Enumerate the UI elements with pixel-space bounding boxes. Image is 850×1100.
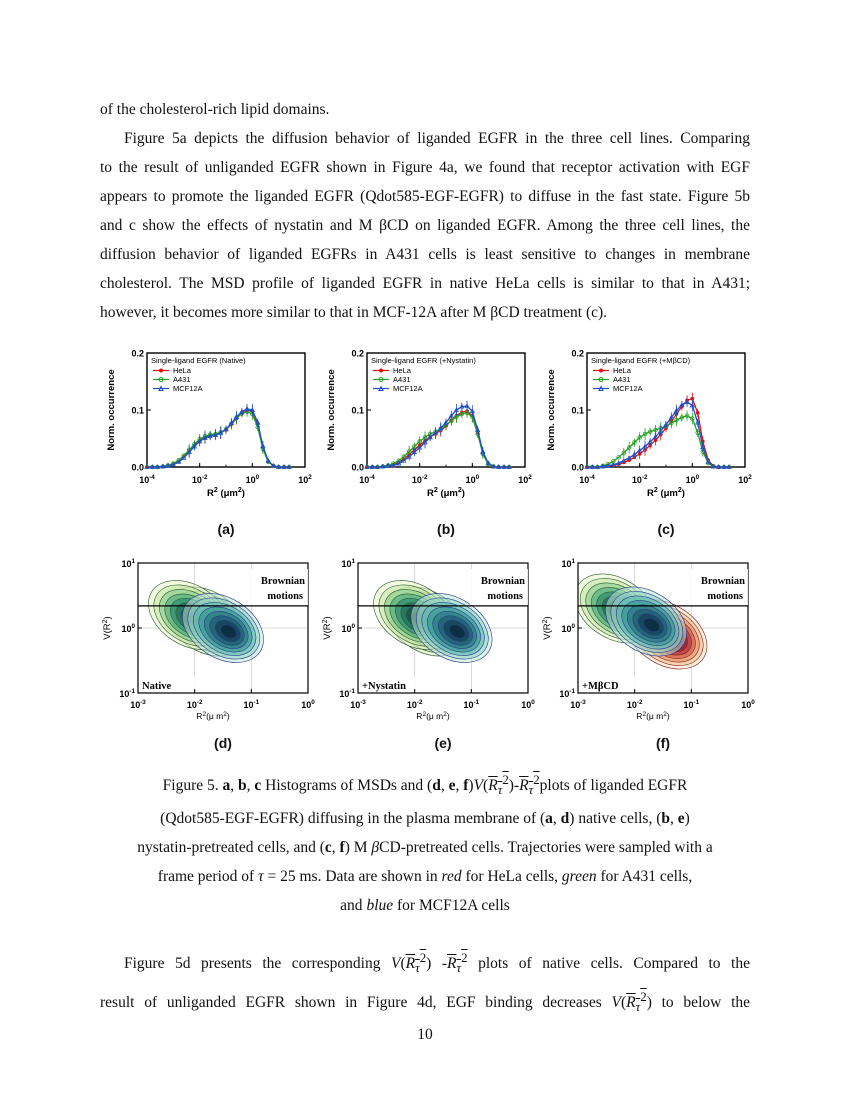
legend-marker	[599, 369, 603, 373]
tick-exp: -1	[693, 698, 700, 706]
caption-text: frame period of	[157, 868, 259, 886]
x-axis-label	[647, 487, 685, 499]
tick-exp: 0	[311, 698, 315, 706]
axis-label-part: 2	[542, 619, 549, 624]
math-sq: 2	[640, 989, 647, 1005]
x-tick-label	[570, 699, 586, 710]
x-tick-label	[359, 474, 375, 485]
contour-panel-f	[540, 555, 755, 755]
text-line: of the cholesterol-rich lipid domains.	[100, 101, 330, 118]
tick-exp: 1	[351, 557, 355, 565]
math-r: R	[488, 777, 498, 795]
tick-exp: -3	[140, 698, 146, 706]
caption-ref: f	[463, 777, 469, 795]
text-line: to the result of unliganded EGFR shown in Figure 4a, we found that receptor activation with EGF	[100, 159, 750, 176]
text-line: however, it becomes more similar to that in MCF-12A after M βCD treatment (c).	[100, 304, 608, 321]
panel-label: (c)	[657, 521, 675, 537]
text-span: -	[431, 955, 448, 973]
tick-exp: -4	[369, 473, 375, 481]
caption-text: for HeLa cells,	[461, 868, 562, 886]
math-paren: (	[483, 777, 489, 795]
tick-exp: 0	[255, 473, 260, 481]
plot-frame	[147, 353, 305, 467]
tick-base: 10	[130, 700, 141, 710]
axis-label-part: )	[241, 488, 245, 499]
y-tick-label	[119, 688, 135, 699]
tick-exp: -1	[253, 698, 260, 706]
y-axis-label	[542, 616, 553, 639]
legend-title: Single-ligand EGFR (+MβCD)	[591, 356, 691, 365]
histogram-panel-a	[100, 345, 315, 545]
legend-title: Single-ligand EGFR (+Nystatin)	[371, 356, 476, 365]
axis-label-part: 2	[642, 711, 647, 718]
brownian-label: Brownian	[480, 576, 525, 587]
x-axis-label	[207, 487, 245, 499]
tick-exp: -2	[421, 473, 428, 481]
axis-label-part: )	[542, 616, 553, 620]
legend-marker	[379, 369, 383, 373]
x-tick-label	[301, 699, 315, 710]
tick-base: 10	[631, 475, 642, 485]
caption-color-red: red	[441, 868, 462, 886]
tick-exp: -3	[360, 698, 366, 706]
contour-chart	[320, 555, 535, 730]
x-tick-label	[741, 699, 755, 710]
x-tick-label	[407, 699, 423, 710]
axis-label-part: (μm	[437, 488, 458, 499]
y-tick-label	[341, 623, 355, 634]
axis-label-part: R	[207, 488, 214, 499]
x-tick-label	[632, 474, 648, 485]
tick-exp: -1	[473, 698, 480, 706]
math-sq: 2	[461, 950, 468, 965]
caption-line-1	[100, 765, 750, 804]
caption-text: nystatin-pretreated cells, and (	[137, 839, 325, 857]
math-paren: )-	[508, 777, 520, 795]
legend-label: A431	[393, 375, 411, 384]
panel-label: (d)	[214, 735, 232, 751]
caption-sep: ,	[552, 810, 561, 828]
y-axis-label	[102, 616, 113, 639]
axis-label-part: )	[226, 711, 230, 721]
axis-label-part: 2	[223, 711, 227, 718]
math-tau: τ	[497, 782, 503, 798]
legend-label: MCF12A	[393, 384, 423, 393]
text-line: Figure 5d presents the corresponding $V(R_\tau^2)$ $-R_\tau^2$ plots of native cells. Compared to the	[124, 950, 750, 976]
axis-label-part: 2	[677, 487, 682, 494]
tick-exp: -2	[641, 473, 648, 481]
caption-ref: b	[661, 810, 671, 828]
math-tau: τ	[528, 782, 534, 798]
data-point	[696, 411, 700, 415]
y-tick-label: 0.2	[571, 348, 584, 359]
axis-label-part: )	[322, 616, 333, 620]
y-tick-label: 0.2	[351, 348, 364, 359]
math-overline-r	[488, 772, 509, 798]
tick-exp: -3	[580, 698, 586, 706]
x-axis-label	[196, 711, 230, 721]
legend-label: HeLa	[613, 366, 631, 375]
axis-label-part: )	[461, 488, 465, 499]
legend-label: HeLa	[173, 366, 191, 375]
tick-base: 10	[341, 559, 352, 569]
caption-text: = 25 ms. Data are shown in	[263, 868, 442, 886]
x-tick-label	[466, 474, 480, 485]
axis-label-part: V(R	[322, 623, 333, 640]
x-axis-label	[636, 711, 670, 721]
math-r: R	[447, 955, 457, 973]
tick-exp: -1	[569, 687, 575, 695]
caption-ref: e	[448, 777, 456, 795]
axis-label-part: V(R	[542, 623, 553, 640]
tick-exp: -2	[196, 698, 203, 706]
histogram-panel-c	[540, 345, 755, 545]
caption-color-green: green	[561, 868, 597, 886]
tick-base: 10	[191, 475, 202, 485]
math-r: R	[519, 777, 529, 795]
math-overline-r	[447, 950, 468, 976]
paragraph-2	[100, 124, 750, 327]
axis-label-part: V(R	[102, 623, 113, 640]
axis-label-part: 2	[213, 487, 218, 494]
axis-label-part: 2	[663, 711, 667, 718]
caption-sep: ,	[670, 810, 678, 828]
caption-text: ) native cells, (	[569, 810, 662, 828]
text-line: and c show the effects of nystatin and M βCD on liganded EGFR. Among the three cell lines, the	[100, 217, 750, 234]
y-tick-label: 0.0	[571, 462, 584, 473]
tick-exp: 0	[131, 622, 135, 630]
contour-chart	[540, 555, 755, 730]
math-v: V	[473, 777, 484, 795]
caption-line-2	[100, 804, 750, 833]
contour-panel-e	[320, 555, 535, 755]
y-tick-label: 0.1	[571, 405, 584, 416]
tick-exp: 0	[751, 698, 755, 706]
math-overline-r	[405, 950, 427, 976]
math-overline-r	[626, 989, 647, 1015]
y-axis-label: Norm. occurrence	[106, 369, 117, 451]
caption-color-blue: blue	[366, 897, 394, 915]
tick-exp: 2	[308, 473, 312, 481]
caption-text: (Qdot585-EGF-EGFR) diffusing in the plasma membrane of (	[160, 810, 546, 828]
caption-ref: a	[545, 810, 553, 828]
legend-label: MCF12A	[613, 384, 643, 393]
histogram-panel-b	[320, 345, 535, 545]
brownian-label: motions	[487, 591, 523, 602]
x-tick-label	[350, 699, 366, 710]
axis-label-part: )	[681, 488, 685, 499]
y-axis-label	[322, 616, 333, 639]
caption-text: ) M	[344, 839, 372, 857]
contour-panel-d	[100, 555, 315, 755]
tick-base: 10	[186, 700, 197, 710]
caption-line-3	[100, 833, 750, 862]
axis-label-part: 2	[202, 711, 207, 718]
tick-exp: 0	[531, 698, 535, 706]
legend-label: HeLa	[393, 366, 411, 375]
math-sq: 2	[533, 772, 540, 787]
condition-label: +Nystatin	[362, 681, 406, 692]
tick-exp: 0	[475, 473, 480, 481]
tick-base: 10	[626, 700, 637, 710]
plot-frame	[587, 353, 745, 467]
caption-sep: ,	[440, 777, 449, 795]
tick-exp: -2	[416, 698, 423, 706]
text-span: plots of native cells. Compared to the	[467, 955, 750, 973]
axis-label-part: 2	[422, 711, 427, 718]
math-r: R	[626, 994, 636, 1012]
text-line: result of unliganded EGFR shown in Figure 4d, EGF binding decreases $V(R_\tau^2)$ to below the	[100, 989, 751, 1015]
tick-exp: 0	[351, 622, 355, 630]
x-tick-label	[298, 474, 312, 485]
x-axis-label	[416, 711, 450, 721]
caption-text: )	[684, 810, 690, 828]
caption-text: )	[468, 777, 474, 795]
brownian-label: Brownian	[700, 576, 745, 587]
histogram-chart	[540, 345, 755, 515]
histogram-chart	[320, 345, 535, 515]
caption-ref: c	[254, 777, 262, 795]
x-tick-label	[139, 474, 155, 485]
y-tick-label	[559, 688, 575, 699]
tick-exp: 2	[748, 473, 752, 481]
tick-base: 10	[121, 624, 132, 634]
panel-label: (f)	[656, 735, 670, 751]
tick-base: 10	[139, 475, 150, 485]
math-beta: β	[371, 839, 380, 857]
math-sq: 2	[502, 772, 509, 787]
x-tick-label	[738, 474, 752, 485]
y-tick-label: 0.2	[131, 348, 144, 359]
tick-base: 10	[411, 475, 422, 485]
x-tick-label	[521, 699, 535, 710]
text-line: appears to promote the liganded EGFR (Qdot585-EGF-EGFR) to diffuse in the fast state. Figure 5b	[100, 188, 750, 205]
panel-label: (e)	[434, 735, 452, 751]
x-axis-label	[427, 487, 465, 499]
axis-label-part: 2	[102, 619, 109, 624]
axis-label-part: R	[416, 711, 423, 721]
y-tick-label	[121, 558, 135, 569]
tick-base: 10	[741, 700, 752, 710]
text-span: result of unliganded EGFR shown in Figure 4d, EGF binding decreases	[100, 994, 612, 1012]
tick-base: 10	[359, 475, 370, 485]
x-tick-label	[244, 699, 260, 710]
caption-sep: ,	[331, 839, 340, 857]
axis-label-part: )	[666, 711, 670, 721]
x-tick-label	[464, 699, 480, 710]
axis-label-part: R	[196, 711, 203, 721]
tick-base: 10	[465, 475, 476, 485]
tick-base: 10	[685, 475, 696, 485]
caption-prefix: Figure 5.	[162, 777, 223, 795]
paragraph-3	[100, 943, 750, 1022]
legend-label: A431	[613, 375, 631, 384]
caption-sep: ,	[455, 777, 464, 795]
axis-label-part: 2	[237, 487, 242, 494]
tick-exp: 1	[571, 557, 575, 565]
caption-line-4	[100, 862, 750, 891]
y-tick-label	[341, 558, 355, 569]
caption-text: for A431 cells,	[596, 868, 693, 886]
math-tau: τ	[258, 868, 264, 886]
tick-base: 10	[301, 700, 312, 710]
axis-label-part: (μm	[217, 488, 238, 499]
panel-label: (b)	[437, 521, 455, 537]
axis-label-part: )	[102, 616, 113, 620]
axis-label-part: (μ m	[646, 711, 664, 721]
tick-base: 10	[559, 689, 570, 699]
tick-base: 10	[579, 475, 590, 485]
math-v: V	[611, 994, 621, 1012]
text-line: diffusion behavior of liganded EGFRs in A431 cells is least sensitive to changes in membrane	[100, 246, 750, 263]
tick-base: 10	[561, 624, 572, 634]
text-span: to below the	[651, 994, 751, 1012]
legend-title: Single-ligand EGFR (Native)	[151, 356, 246, 365]
condition-label: Native	[142, 681, 172, 692]
x-tick-label	[412, 474, 428, 485]
caption-ref: f	[339, 839, 345, 857]
condition-label: +MβCD	[582, 681, 619, 692]
tick-base: 10	[570, 700, 581, 710]
x-tick-label	[246, 474, 260, 485]
caption-ref: d	[560, 810, 570, 828]
paragraph-1	[100, 95, 750, 124]
page-number: 10	[417, 1026, 433, 1043]
caption-ref: a	[222, 777, 231, 795]
caption-text: plots of liganded EGFR	[539, 777, 688, 795]
tick-exp: -1	[129, 687, 135, 695]
y-tick-label	[339, 688, 355, 699]
text-span: Figure 5d presents the corresponding	[124, 955, 391, 973]
y-tick-label	[561, 623, 575, 634]
tick-base: 10	[406, 700, 417, 710]
tick-exp: 0	[695, 473, 700, 481]
axis-label-part: 2	[653, 487, 658, 494]
tick-exp: -2	[636, 698, 643, 706]
tick-base: 10	[298, 475, 309, 485]
tick-base: 10	[121, 559, 132, 569]
axis-label-part: (μm	[657, 488, 678, 499]
legend-marker	[159, 369, 163, 373]
text-line: cholesterol. The MSD profile of liganded EGFR in native HeLa cells is similar to that in A431;	[100, 275, 750, 292]
x-tick-label	[130, 699, 146, 710]
x-tick-label	[579, 474, 595, 485]
contour-chart	[100, 555, 315, 730]
x-tick-label	[686, 474, 700, 485]
caption-text: CD-pretreated cells. Trajectories were sampled with a	[379, 839, 713, 857]
math-v: V	[390, 955, 401, 973]
axis-label-part: 2	[322, 619, 329, 624]
caption-ref: d	[432, 777, 441, 795]
x-tick-label	[192, 474, 208, 485]
tick-base: 10	[561, 559, 572, 569]
y-tick-label: 0.1	[351, 405, 364, 416]
math-r: R	[405, 955, 416, 973]
math-tau: τ	[415, 960, 420, 976]
tick-exp: 1	[131, 557, 135, 565]
tick-base: 10	[463, 700, 474, 710]
brownian-label: Brownian	[260, 576, 305, 587]
tick-exp: 0	[571, 622, 575, 630]
axis-label-part: R	[636, 711, 643, 721]
tick-base: 10	[341, 624, 352, 634]
caption-text: Histograms of MSDs and (	[261, 777, 433, 795]
tick-exp: -4	[589, 473, 595, 481]
caption-line-5	[100, 891, 750, 920]
axis-label-part: 2	[433, 487, 438, 494]
tick-base: 10	[738, 475, 749, 485]
brownian-label: motions	[707, 591, 743, 602]
plot-frame	[367, 353, 525, 467]
y-tick-label: 0.0	[351, 462, 364, 473]
legend-label: A431	[173, 375, 191, 384]
math-sq: 2	[419, 950, 427, 965]
x-tick-label	[684, 699, 700, 710]
caption-sep: ,	[230, 777, 239, 795]
y-tick-label: 0.0	[131, 462, 144, 473]
y-axis-label: Norm. occurrence	[326, 369, 337, 451]
caption-ref: c	[324, 839, 332, 857]
legend-label: MCF12A	[173, 384, 203, 393]
y-axis-label: Norm. occurrence	[546, 369, 557, 451]
axis-label-part: (μ m	[206, 711, 224, 721]
tick-base: 10	[245, 475, 256, 485]
x-tick-label	[518, 474, 532, 485]
caption-text: for MCF12A cells	[393, 897, 510, 915]
math-tau: τ	[456, 960, 462, 976]
x-tick-label	[627, 699, 643, 710]
math-tau: τ	[635, 999, 641, 1015]
caption-ref: e	[677, 810, 685, 828]
axis-label-part: )	[446, 711, 450, 721]
panel-label: (a)	[217, 521, 235, 537]
histogram-chart	[100, 345, 315, 515]
caption-text: and	[340, 897, 367, 915]
caption-ref: b	[238, 777, 247, 795]
figure-caption	[100, 765, 750, 920]
tick-exp: -4	[149, 473, 155, 481]
brownian-label: motions	[267, 591, 303, 602]
math-overline-r	[519, 772, 540, 798]
axis-label-part: (μ m	[426, 711, 444, 721]
tick-base: 10	[683, 700, 694, 710]
tick-base: 10	[350, 700, 361, 710]
tick-base: 10	[243, 700, 254, 710]
y-tick-label: 0.1	[131, 405, 144, 416]
tick-base: 10	[339, 689, 350, 699]
caption-sep: ,	[246, 777, 255, 795]
axis-label-part: R	[647, 488, 654, 499]
x-tick-label	[187, 699, 203, 710]
y-tick-label	[121, 623, 135, 634]
tick-exp: 2	[528, 473, 532, 481]
tick-exp: -1	[349, 687, 355, 695]
axis-label-part: 2	[443, 711, 447, 718]
tick-exp: -2	[201, 473, 208, 481]
y-tick-label	[561, 558, 575, 569]
text-line: Figure 5a depicts the diffusion behavior of liganded EGFR in the three cell lines. Comparing	[124, 130, 750, 147]
axis-label-part: R	[427, 488, 434, 499]
tick-base: 10	[521, 700, 532, 710]
axis-label-part: 2	[457, 487, 462, 494]
tick-base: 10	[119, 689, 130, 699]
tick-base: 10	[518, 475, 529, 485]
